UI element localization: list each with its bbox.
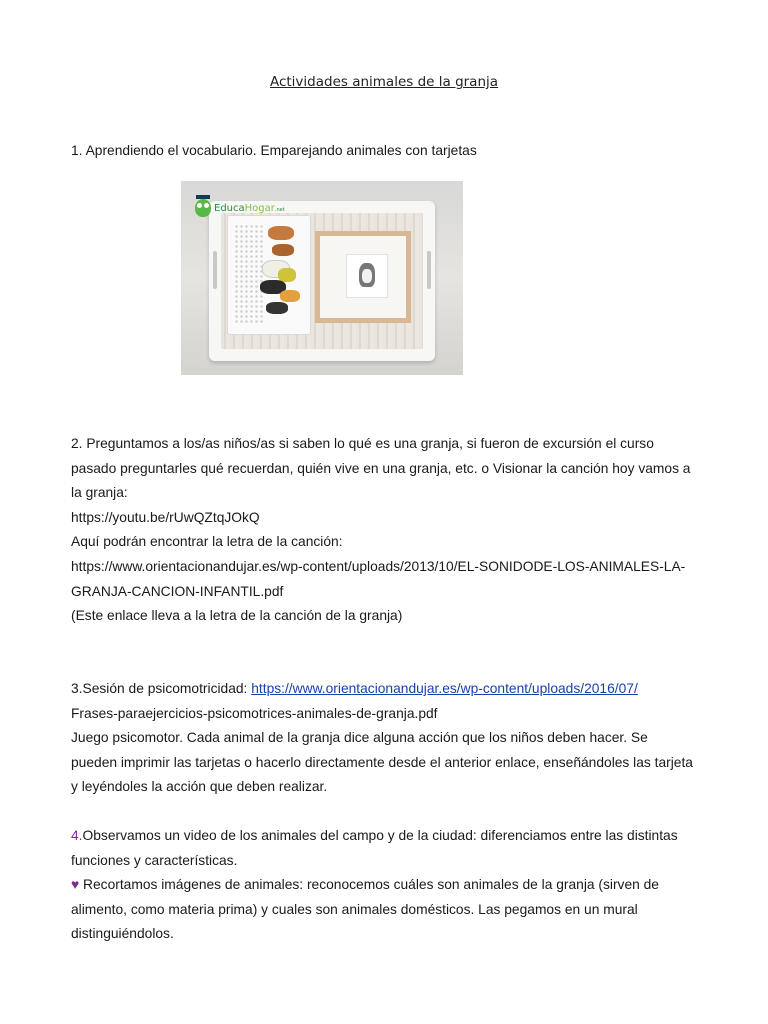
page-title: Actividades animales de la granja (269, 74, 499, 90)
logo-text: EducaHogar.net (214, 202, 285, 214)
section-4-text: 4.Observamos un video de los animales del campo y de la ciudad: diferenciamos entre las distintas funciones y características. ♥ Recortamos imágenes de animales: reconocemos cuáles son animales de la granja (sirven de alimento, como materia prima) y cuales son animales domésticos. Las pegamos en un mural distinguiéndolos. (71, 828, 678, 942)
picture-frame (315, 231, 411, 323)
animal-card (346, 254, 388, 298)
section-1-text: 1. Aprendiendo el vocabulario. Emparejando animales con tarjetas (71, 143, 477, 158)
lyrics-url: https://www.orientacionandujar.es/wp-content/uploads/2013/10/EL-SONIDODE-LOS-ANIMALES-LA- (71, 558, 686, 574)
educahogar-logo (195, 199, 285, 217)
animal-basket (227, 215, 311, 335)
section-2-text: 2. Preguntamos a los/as niños/as si saben lo qué es una granja, si fueron de excursión el curso pasado preguntarles qué recuerdan, quién vive en una granja, etc. o Visionar la canción hoy vamos a la granja: https://youtu.be/rUwQZtqJOkQ Aquí podrán encontrar la letra de la canción: https://www.orientacionandujar.es/wp-content/uploads/2013/10/EL-SONIDODE-LOS-ANIMALES-LA- GRANJA-CANCION-INFANTIL.pdf (Este enlace lleva a la letra de la canción de la granja) (71, 432, 701, 629)
youtube-url: https://youtu.be/rUwQZtqJOkQ (71, 509, 260, 525)
section-3-text: 3.Sesión de psicomotricidad: https://www.orientacionandujar.es/wp-content/uploads/2016/07/ Frases-paraejercicios-psicomotrices-animales-de-granja.pdf Juego psicomotor. Cada animal de la granja dice alguna acción que los niños deben hacer. Se pueden imprimir las tarjetas o hacerlo directamente desde el anterior enlace, enseñándoles las tarjeta y leyéndoles la acción que deben realizar. (71, 681, 693, 795)
farm-activity-photo (181, 181, 463, 375)
heart-bullet-icon: ♥ (71, 877, 80, 893)
owl-icon (195, 199, 211, 217)
psicomotricidad-link[interactable]: https://www.orientacionandujar.es/wp-content/uploads/2016/07/ (251, 681, 638, 696)
section-4-number: 4. (71, 828, 83, 843)
